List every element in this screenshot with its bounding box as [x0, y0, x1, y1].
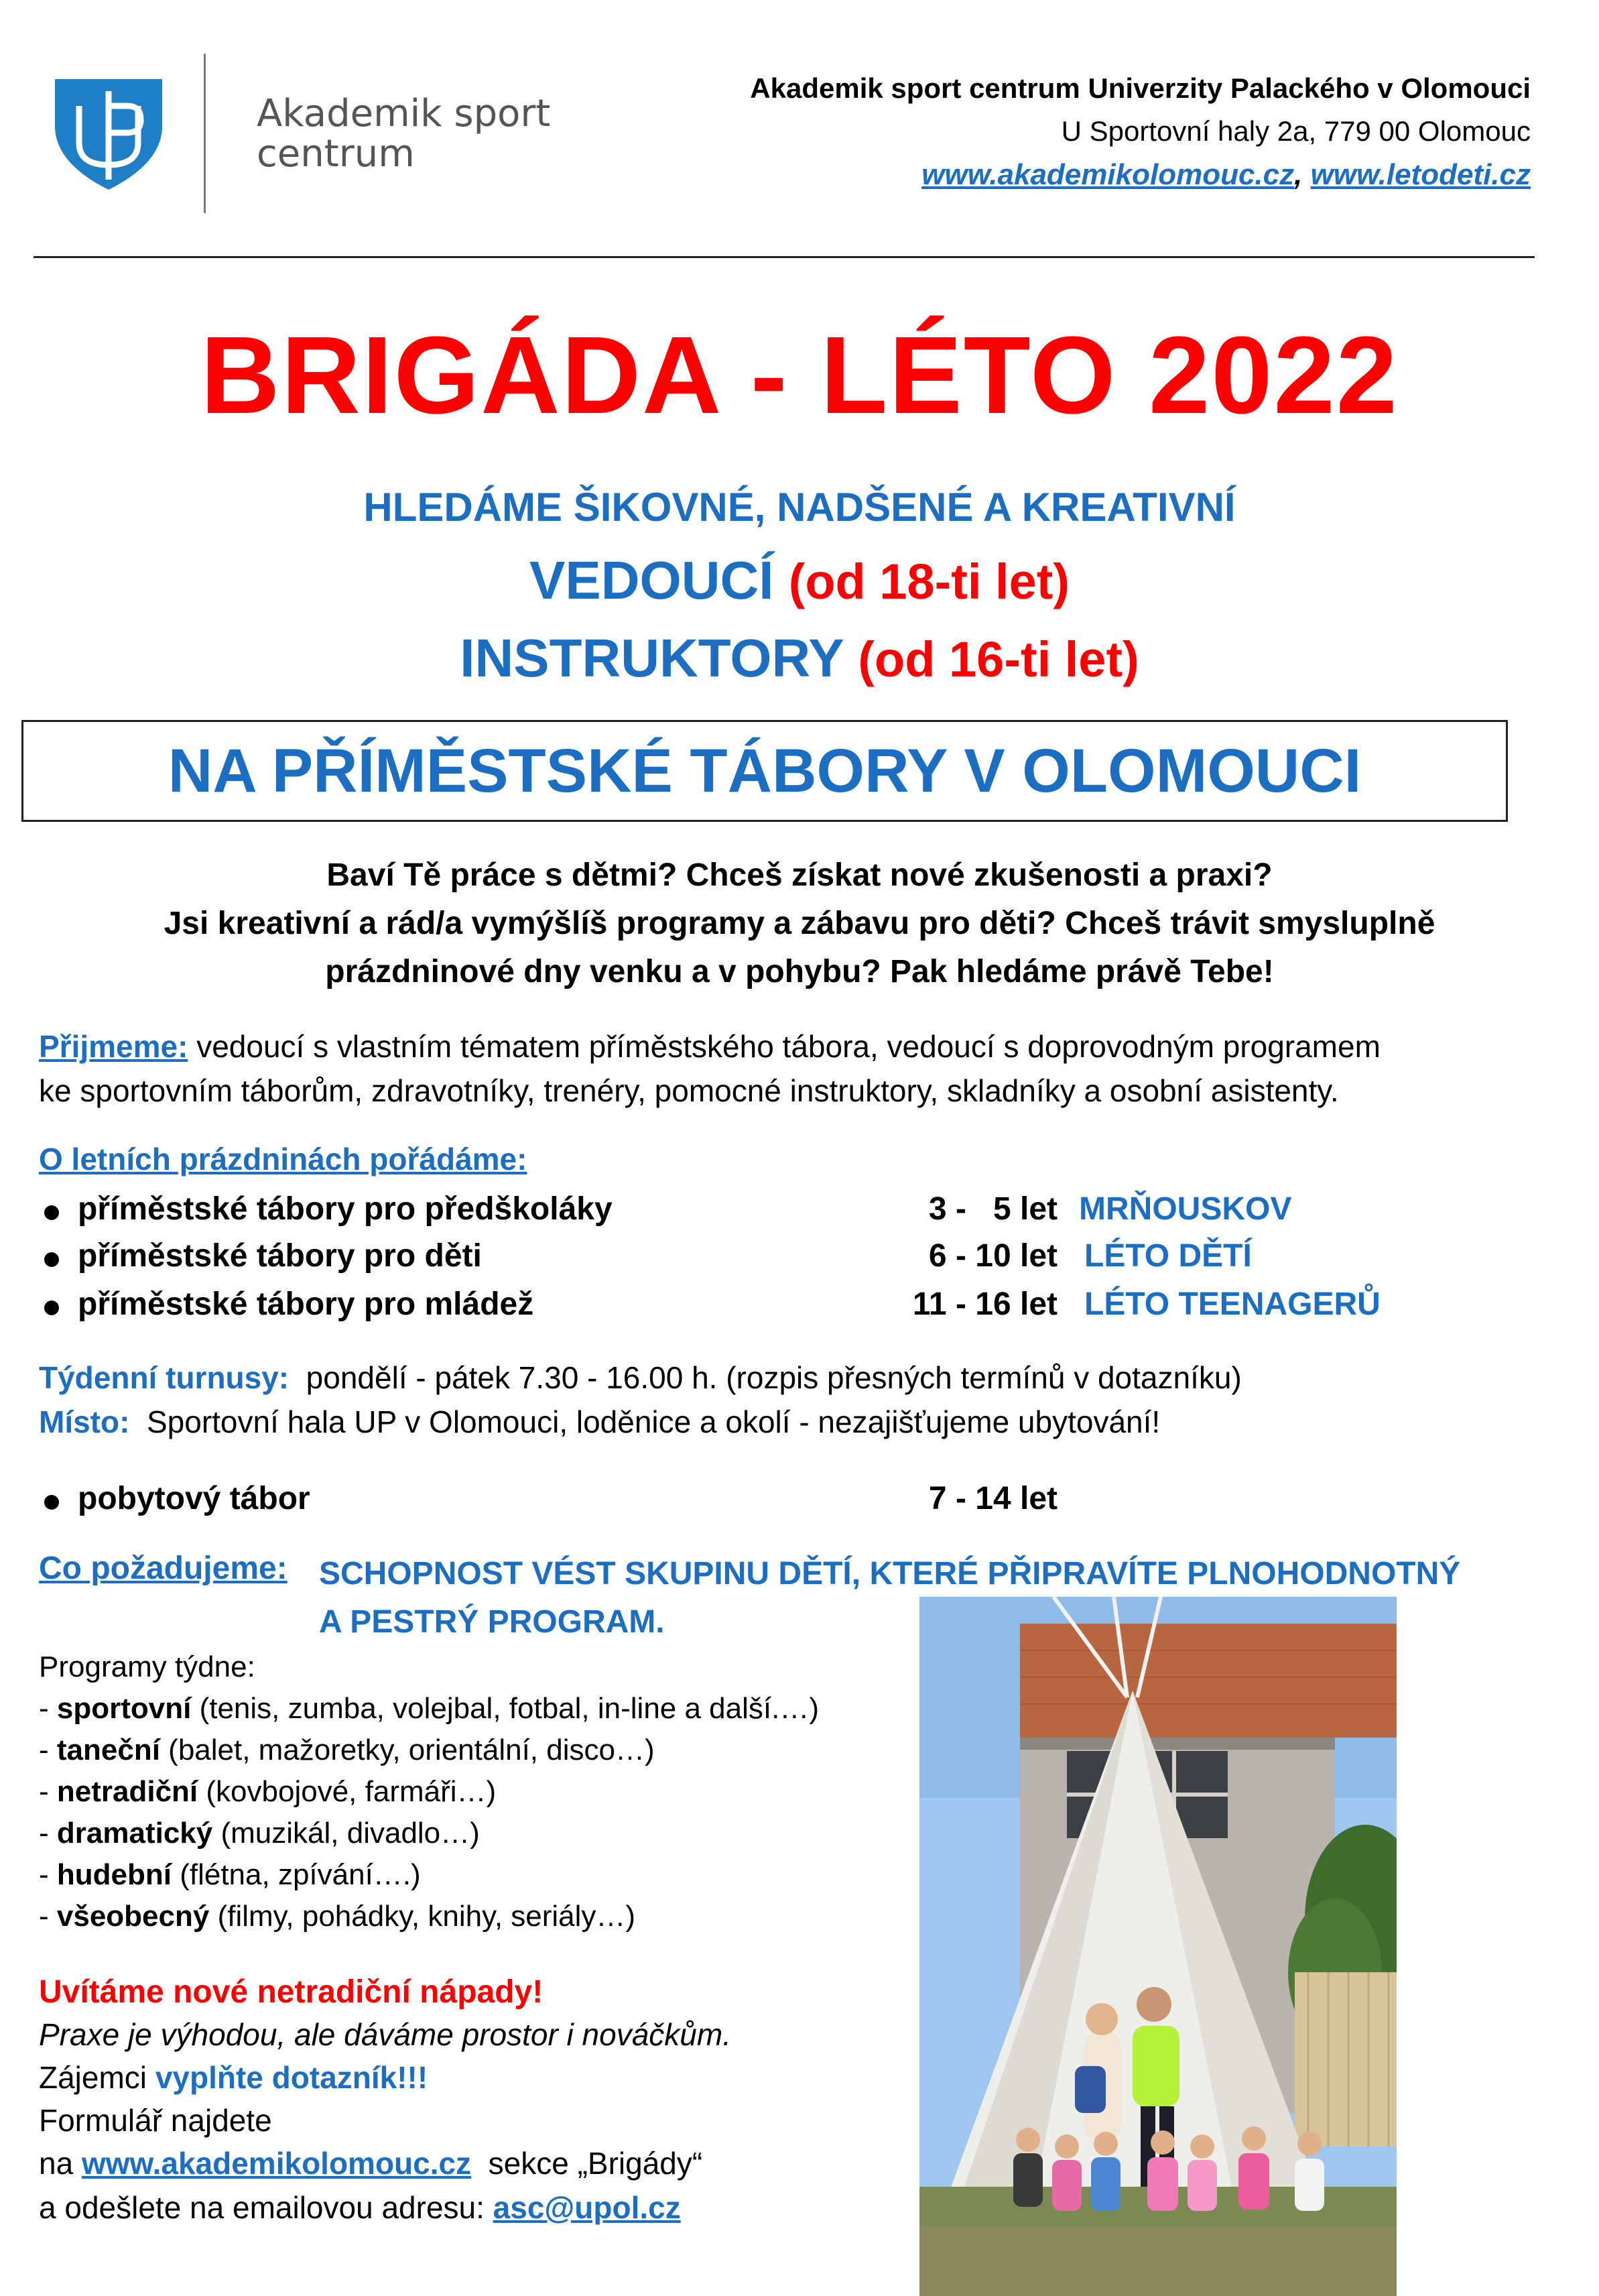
mail-pre: a odešlete na emailovou adresu:: [39, 2190, 493, 2225]
logo-divider: [204, 54, 206, 213]
weekly-turns-text: pondělí - pátek 7.30 - 16.00 h. (rozpis přesných termínů v dotazníku): [289, 1360, 1242, 1395]
program-detail: (tenis, zumba, volejbal, fotbal, in-line a další.…): [191, 1692, 819, 1725]
camp-age: 3 - 5 let: [928, 1191, 1058, 1227]
list-item: - všeobecný (filmy, pohádky, knihy, seriály…): [39, 1900, 636, 1933]
form-pre: na: [39, 2146, 82, 2181]
weekly-turns: [39, 1355, 1242, 1400]
bullet-dot-icon: [44, 1205, 59, 1220]
role-leaders: [0, 550, 1599, 611]
logo-text-line2: centrum: [257, 132, 415, 176]
interest-pre: Zájemci: [39, 2060, 155, 2095]
org-address: U Sportovní haly 2a, 779 00 Olomouc: [1061, 115, 1531, 147]
accept-paragraph: [39, 1024, 1547, 1113]
role-instructors-name: INSTRUKTORY: [460, 628, 844, 688]
org-links: [921, 158, 1531, 192]
camp-age: 7 - 14 let: [928, 1481, 1058, 1516]
teepee-photo: [919, 1597, 1397, 2296]
place-label: Místo:: [39, 1404, 130, 1439]
program-name: sportovní: [56, 1692, 192, 1725]
link-letodeti[interactable]: www.letodeti.cz: [1310, 158, 1531, 191]
practice-note: Praxe je výhodou, ale dáváme prostor i nováčkům.: [39, 2017, 731, 2052]
list-item: - hudební (flétna, zpívání….): [39, 1858, 421, 1891]
subtitle: HLEDÁME ŠIKOVNÉ, NADŠENÉ A KREATIVNÍ: [363, 485, 1236, 530]
interest-line: [39, 2059, 428, 2096]
program-name: hudební: [56, 1858, 172, 1891]
place: [39, 1400, 1160, 1444]
requirements-line2: A PESTRÝ PROGRAM.: [319, 1604, 665, 1640]
camp-name: příměstské tábory pro předškoláky: [78, 1191, 613, 1227]
list-item: - dramatický (muzikál, divadlo…): [39, 1817, 480, 1850]
program-name: všeobecný: [56, 1900, 210, 1933]
form-find: Formulář najdete: [39, 2103, 272, 2138]
camp-row: [39, 1286, 1547, 1341]
program-name: netradiční: [56, 1775, 198, 1808]
weekly-turns-label: Týdenní turnusy:: [39, 1360, 290, 1395]
header-rule: [34, 256, 1535, 258]
camp-name: příměstské tábory pro děti: [78, 1238, 482, 1274]
camp-program: LÉTO TEENAGERŮ: [1084, 1286, 1381, 1322]
camp-program: MRŇOUSKOV: [1079, 1191, 1292, 1227]
form-web-line: [39, 2145, 702, 2181]
intro-line2: Jsi kreativní a rád/a vymýšlíš programy a zábavu pro děti? Chceš trávit smysluplně: [164, 906, 1435, 941]
residential-camp-row: [39, 1481, 1547, 1535]
list-item: - taneční (balet, mažoretky, orientální, disco…): [39, 1734, 655, 1766]
accept-line1: vedoucí s vlastním tématem příměstského tábora, vedoucí s doprovodným programem: [188, 1029, 1381, 1064]
program-detail: (muzikál, divadlo…): [212, 1817, 480, 1850]
role-leaders-name: VEDOUCÍ: [529, 550, 774, 610]
role-instructors: [0, 627, 1599, 689]
form-website-link[interactable]: www.akademikolomouc.cz: [81, 2146, 472, 2181]
role-leaders-age: (od 18-ti let): [788, 554, 1070, 609]
email-link[interactable]: asc@upol.cz: [493, 2190, 681, 2225]
bullet-dot-icon: [44, 1495, 59, 1510]
role-instructors-age: (od 16-ti let): [858, 631, 1139, 687]
accept-line2: ke sportovním táborům, zdravotníky, trenéry, pomocné instruktory, skladníky a osobní asistenty.: [39, 1073, 1339, 1108]
list-item: - netradiční (kovbojové, farmáři…): [39, 1775, 497, 1808]
camp-age: 11 - 16 let: [912, 1286, 1058, 1322]
intro: [0, 851, 1599, 996]
accept-label: Přijmeme:: [39, 1029, 188, 1064]
program-detail: (balet, mažoretky, orientální, disco…): [159, 1734, 655, 1766]
bullet-dot-icon: [44, 1252, 59, 1267]
program-detail: (kovbojové, farmáři…): [198, 1775, 497, 1808]
summer-heading: O letních prázdninách pořádáme:: [39, 1142, 527, 1176]
requirements-line1: SCHOPNOST VÉST SKUPINU DĚTÍ, KTERÉ PŘIPRAVÍTE PLNOHODNOTNÝ: [319, 1556, 1461, 1591]
logo-text: [257, 94, 550, 174]
programs-list: [39, 1646, 819, 1937]
camp-program: LÉTO DĚTÍ: [1084, 1238, 1252, 1274]
link-separator: ,: [1294, 158, 1311, 191]
program-detail: (flétna, zpívání….): [171, 1858, 421, 1891]
requirements-label: Co požadujeme:: [39, 1551, 287, 1586]
camp-name: příměstské tábory pro mládež: [78, 1286, 534, 1322]
link-akademikolomouc[interactable]: www.akademikolomouc.cz: [921, 158, 1295, 191]
form-mail-line: [39, 2189, 681, 2226]
program-name: taneční: [56, 1734, 160, 1766]
upol-shield-logo-icon: [55, 79, 162, 190]
org-name: Akademik sport centrum Univerzity Palackého v Olomouci: [750, 72, 1531, 104]
place-text: Sportovní hala UP v Olomouci, loděnice a okolí - nezajišťujeme ubytování!: [129, 1404, 1161, 1439]
welcome-ideas: Uvítáme nové netradiční nápady!: [39, 1974, 543, 2010]
intro-line1: Baví Tě práce s dětmi? Chceš získat nové zkušenosti a praxi?: [326, 857, 1273, 893]
fill-questionnaire-link[interactable]: vyplňte dotazník!!!: [155, 2060, 428, 2095]
form-post: sekce „Brigády“: [471, 2146, 703, 2181]
page-title: BRIGÁDA - LÉTO 2022: [200, 314, 1399, 436]
camp-name: pobytový tábor: [78, 1481, 310, 1516]
logo-text-line1: Akademik sport: [257, 92, 551, 135]
program-detail: (filmy, pohádky, knihy, seriály…): [209, 1900, 636, 1933]
boxed-heading: NA PŘÍMĚSTSKÉ TÁBORY V OLOMOUCI: [21, 720, 1508, 822]
camp-age: 6 - 10 let: [928, 1238, 1058, 1274]
bullet-dot-icon: [44, 1301, 59, 1315]
intro-line3: prázdninové dny venku a v pohybu? Pak hledáme právě Tebe!: [325, 954, 1274, 989]
programs-heading: Programy týdne:: [39, 1650, 255, 1683]
program-name: dramatický: [56, 1817, 213, 1850]
list-item: - sportovní (tenis, zumba, volejbal, fotbal, in-line a další.…): [39, 1692, 819, 1725]
